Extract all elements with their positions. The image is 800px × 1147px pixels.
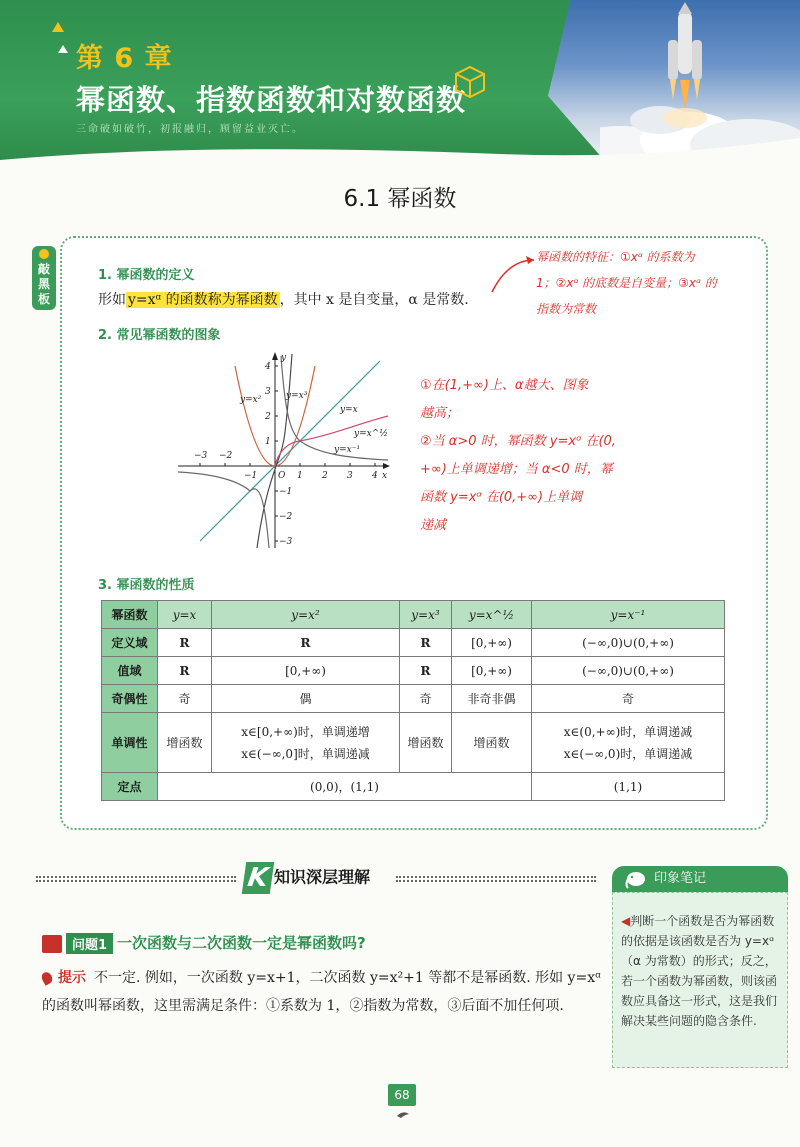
table-cell: R xyxy=(212,629,400,657)
side-note-title: 印象笔记 xyxy=(654,871,707,886)
note-line: ①在(1,+∞)上、α越大、图象 xyxy=(420,378,589,393)
y-tick-label: 4 xyxy=(265,362,271,372)
table-row xyxy=(102,773,725,801)
x-tick-label: 1 xyxy=(297,471,303,481)
book-icon xyxy=(42,935,62,953)
banner-bottom-curve xyxy=(0,120,800,170)
definition-text xyxy=(98,289,469,309)
y-axis-arrow-icon xyxy=(272,352,278,360)
table-cell xyxy=(532,713,725,773)
table-cell: 增函数 xyxy=(400,713,452,773)
side-note-body xyxy=(612,892,788,1068)
definition-suffix: ，其中 x 是自变量，α 是常数. xyxy=(279,292,469,308)
y-tick-label: 1 xyxy=(265,437,271,447)
note-line: 递减 xyxy=(420,518,447,533)
k-badge-icon: K xyxy=(242,862,274,894)
table-header-cell: 幂函数 xyxy=(102,601,158,629)
curve-y-x-neg1-left xyxy=(178,472,269,548)
origin-label: O xyxy=(278,471,286,481)
x-tick-label: 4 xyxy=(372,471,378,481)
side-note-header xyxy=(612,866,788,892)
table-cell: (−∞,0)∪(0,+∞) xyxy=(532,629,725,657)
heading-definition: 1. 幂函数的定义 xyxy=(98,268,195,283)
table-cell xyxy=(212,713,400,773)
table-header-cell: y=x³ xyxy=(400,601,452,629)
y-axis-label: y xyxy=(281,353,287,363)
note-line: 幂函数的特征：①xᵅ 的系数为 xyxy=(536,250,695,264)
table-cell: R xyxy=(158,657,212,685)
definition-highlight: y=xᵅ 的函数称为幂函数 xyxy=(128,292,278,308)
elephant-icon xyxy=(624,869,648,889)
table-header-cell: y=x^½ xyxy=(452,601,532,629)
side-note-text: 判断一个函数是否为幂函数的依据是该函数是否为 y=xᵅ（α 为常数）的形式；反之，若一个函数为幂函数，则该函数应具备这一形式，这是我们解决某些问题的隐含条件. xyxy=(621,914,778,1028)
heading-graphs: 2. 常见幂函数的图象 xyxy=(98,328,221,343)
table-cell: (−∞,0)∪(0,+∞) xyxy=(532,657,725,685)
x-axis-label: x xyxy=(382,471,388,481)
note-line: 越高； xyxy=(420,406,460,421)
curve-label-x2: y=x² xyxy=(240,395,262,405)
note-arrow-icon xyxy=(488,250,538,296)
table-row xyxy=(102,629,725,657)
x-axis-arrow-icon xyxy=(383,463,390,469)
definition-prefix: 形如 xyxy=(98,292,126,308)
chapter-triangle-icon xyxy=(52,22,64,32)
table-row xyxy=(102,713,725,773)
table-cell: [0,+∞) xyxy=(452,657,532,685)
note-line: ②当 α>0 时，幂函数 y=xᵅ 在(0, xyxy=(420,434,616,449)
table-cell: (1,1) xyxy=(532,773,725,801)
table-cell: [0,+∞) xyxy=(212,657,400,685)
table-cell: 偶 xyxy=(212,685,400,713)
mono-line: x∈(−∞,0]时，单调递减 xyxy=(241,746,370,761)
table-cell: 增函数 xyxy=(452,713,532,773)
y-tick-label: 3 xyxy=(265,387,271,397)
x-tick-label: 2 xyxy=(322,471,328,481)
table-cell: 奇 xyxy=(158,685,212,713)
curve-label-x3: y=x³ xyxy=(286,391,308,401)
table-header-row xyxy=(102,601,725,629)
section-title: 6.1 幂函数 xyxy=(343,186,457,212)
tip-icon xyxy=(40,970,55,985)
understanding-heading xyxy=(244,862,370,894)
table-cell: R xyxy=(158,629,212,657)
page-number: 68 xyxy=(388,1084,416,1106)
answer-paragraph xyxy=(42,964,604,1020)
table-header-cell: y=x² xyxy=(212,601,400,629)
table-row-header: 奇偶性 xyxy=(102,685,158,713)
table-row-header: 定义域 xyxy=(102,629,158,657)
table-cell: [0,+∞) xyxy=(452,629,532,657)
table-row xyxy=(102,657,725,685)
x-tick-label: −2 xyxy=(219,451,233,461)
tip-label: 提示 xyxy=(58,970,86,986)
handwritten-note-graph xyxy=(420,372,616,540)
table-row-header: 定点 xyxy=(102,773,158,801)
table-cell: 奇 xyxy=(532,685,725,713)
curve-label-neg1: y=x⁻¹ xyxy=(334,445,361,455)
x-tick-label: −1 xyxy=(244,471,258,481)
mono-line: x∈(−∞,0)时，单调递减 xyxy=(563,746,693,761)
chapter-slogan: 三命破如破竹，初报融归，顾留益业灭亡。 xyxy=(76,124,304,135)
note-line: 指数为常数 xyxy=(536,302,597,316)
table-header-cell: y=x⁻¹ xyxy=(532,601,725,629)
note-line: 函数 y=xᵅ 在(0,+∞)上单调 xyxy=(420,490,583,505)
properties-table xyxy=(101,600,725,801)
table-cell: 非奇非偶 xyxy=(452,685,532,713)
chapter-number: 第 6 章 xyxy=(76,43,173,74)
table-row xyxy=(102,685,725,713)
curve-label-half: y=x^½ xyxy=(354,429,388,439)
table-cell: R xyxy=(400,657,452,685)
y-tick-label: 2 xyxy=(265,412,271,422)
note-line: +∞)上单调递增；当 α<0 时，幂 xyxy=(420,462,613,477)
note-line: 1；②xᵅ 的底数是自变量；③xᵅ 的 xyxy=(536,276,717,290)
y-tick-label: −2 xyxy=(279,512,293,522)
table-row-header: 单调性 xyxy=(102,713,158,773)
table-cell: 奇 xyxy=(400,685,452,713)
divider-left xyxy=(36,876,236,882)
understanding-title: 知识深层理解 xyxy=(274,867,371,887)
x-tick-label: −3 xyxy=(194,451,208,461)
power-function-graph xyxy=(178,352,392,548)
answer-text: 不一定. 例如，一次函数 y=x+1，二次函数 y=x²+1 等都不是幂函数. 形如 y=xᵅ 的函数叫幂函数，这里需满足条件：①系数为 1，②指数为常数，③后面不加任何项. xyxy=(42,970,601,1014)
x-tick-label: 3 xyxy=(347,471,353,481)
table-cell: 增函数 xyxy=(158,713,212,773)
question-tag: 问题1 xyxy=(66,933,113,954)
handwritten-note-features xyxy=(536,244,717,322)
mono-line: x∈(0,+∞)时，单调递减 xyxy=(563,724,693,739)
cube-icon xyxy=(452,64,488,100)
y-tick-label: −1 xyxy=(279,487,293,497)
table-header-cell: y=x xyxy=(158,601,212,629)
table-row-header: 值域 xyxy=(102,657,158,685)
bulb-icon xyxy=(39,249,49,259)
chapter-small-triangle-icon xyxy=(58,45,68,53)
bird-icon xyxy=(396,1110,410,1118)
divider-right xyxy=(396,876,596,882)
triangle-left-icon: ◀ xyxy=(621,914,631,928)
chapter-title: 幂函数、指数函数和对数函数 xyxy=(76,83,467,117)
table-cell: (0,0)，(1,1) xyxy=(158,773,532,801)
question-heading xyxy=(42,932,366,954)
mono-line: x∈[0,+∞)时，单调递增 xyxy=(241,724,370,739)
table-cell: R xyxy=(400,629,452,657)
question-text: 一次函数与二次函数一定是幂函数吗? xyxy=(117,934,366,952)
blackboard-tag xyxy=(32,246,56,310)
curve-label-x: y=x xyxy=(340,405,358,415)
y-tick-label: −3 xyxy=(279,537,293,547)
heading-properties: 3. 幂函数的性质 xyxy=(98,578,195,593)
blackboard-tag-text: 敲黑板 xyxy=(38,262,51,306)
